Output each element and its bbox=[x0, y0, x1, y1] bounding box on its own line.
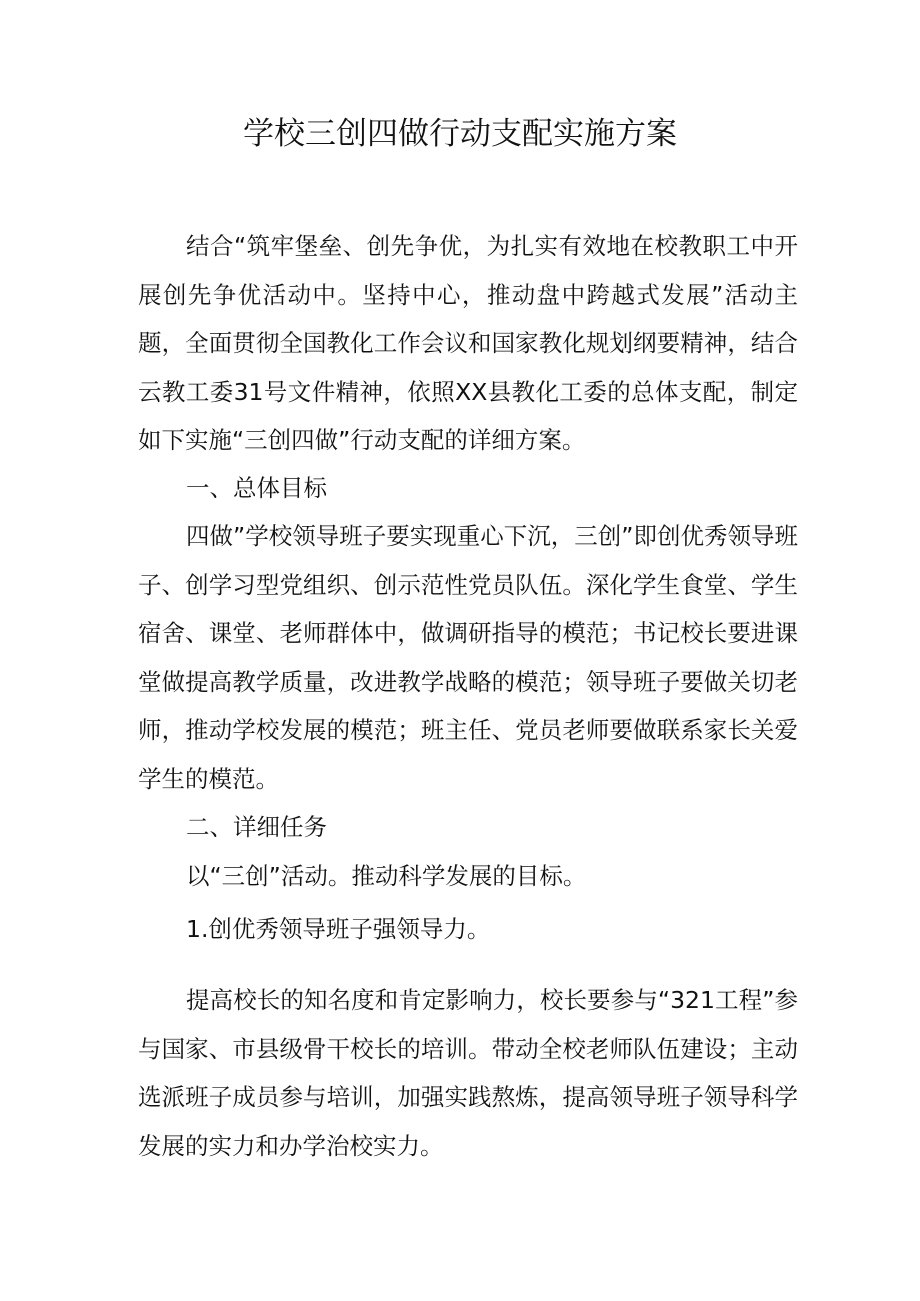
goal-paragraph: 四做”学校领导班子要实现重心下沉，三创”即创优秀领导班子、创学习型党组织、创示范性党员队伍。深化学生食堂、学生宿舍、课堂、老师群体中，做调研指导的模范；书记校长要进课堂做提高教学质量，改进教学战略的模范；领导班子要做关切老师，推动学校发展的模范；班主任、党员老师要做联系家长关爱学生的模范。 bbox=[138, 522, 798, 793]
document-title: 学校三创四做行动支配实施方案 bbox=[243, 116, 677, 152]
intro-paragraph: 结合“筑牢堡垒、创先争优，为扎实有效地在校教职工中开展创先争优活动中。坚持中心，推动盘中跨越式发展”活动主题，全面贯彻全国教化工作会议和国家教化规划纲要精神，结合云教工委31号文件精神，依照XX县教化工委的总体支配，制定如下实施“三创四做”行动支配的详细方案。 bbox=[138, 232, 798, 454]
section-heading-detailed-tasks: 二、详细任务 bbox=[186, 813, 327, 841]
task-item-1-paragraph: 提高校长的知名度和肯定影响力，校长要参与“321工程”参与国家、市县级骨干校长的培训。带动全校老师队伍建设；主动选派班子成员参与培训，加强实践熬炼，提高领导班子领导科学发展的实力和办学治校实力。 bbox=[138, 986, 798, 1160]
section-heading-overall-goal: 一、总体目标 bbox=[186, 474, 327, 502]
task-item-1-heading: 1.创优秀领导班子强领导力。 bbox=[186, 915, 491, 943]
task-intro-line: 以“三创”活动。推动科学发展的目标。 bbox=[186, 862, 587, 890]
